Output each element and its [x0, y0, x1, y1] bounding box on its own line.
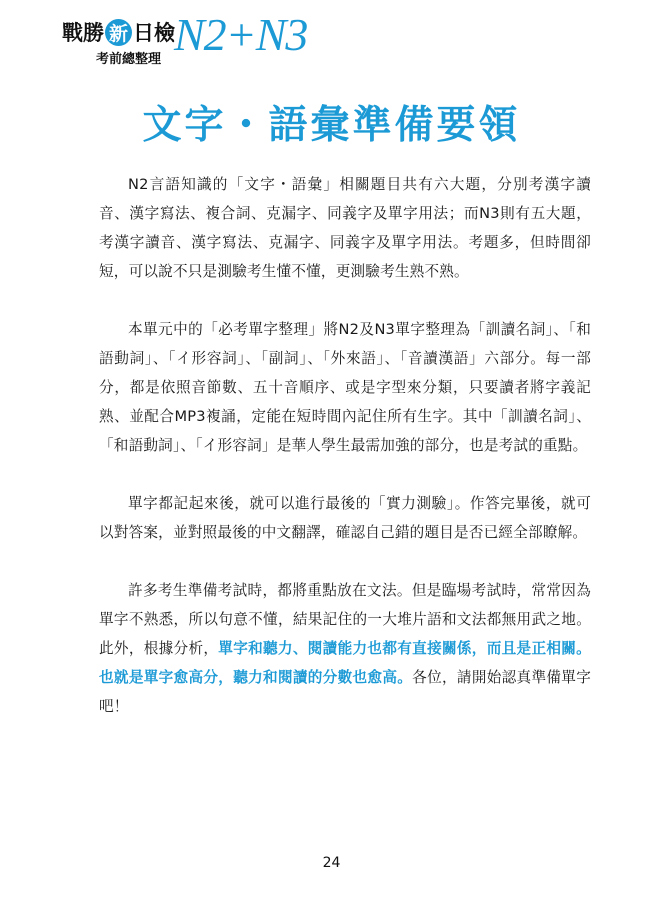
paragraph-3: 單字都記起來後，就可以進行最後的「實力測驗」。作答完畢後，就可以對答案，並對照最後的中文翻譯，確認自己錯的題目是否已經全部瞭解。 [99, 495, 591, 541]
logo-level: N2+N3 [174, 9, 308, 60]
logo-brand-part1: 戰勝 [62, 21, 104, 45]
logo-subtitle: 考前總整理 [96, 52, 162, 67]
logo-brand [62, 18, 175, 46]
logo-brand-circle: 新 [105, 19, 132, 46]
paragraph-2: 本單元中的「必考單字整理」將N2及N3單字整理為「訓讀名詞」、「和語動詞」、「イ形容詞」、「副詞」、「外來語」、「音讀漢語」六部分。每一部分，都是依照音節數、五十音順序、或是字型來分類，只要讀者將字義記熟、並配合MP3複誦，定能在短時間內記住所有生字。其中「訓讀名詞」、「和語動詞」、「イ形容詞」是華人學生最需加強的部分，也是考試的重點。 [99, 321, 591, 454]
paragraph-4-highlight: 單字和聽力、閱讀能力也都有直接關係，而且是正相關。也就是單字愈高分，聽力和閱讀的分數也愈高。 [99, 640, 591, 686]
page-number: 24 [322, 855, 341, 871]
paragraph-1: N2言語知識的「文字・語彙」相關題目共有六大題，分別考漢字讀音、漢字寫法、複合詞、克漏字、同義字及單字用法；而N3則有五大題，考漢字讀音、漢字寫法、克漏字、同義字及單字用法。考題多，但時間卻短，可以說不只是測驗考生懂不懂，更測驗考生熟不熟。 [99, 176, 591, 280]
article-body [99, 170, 591, 750]
book-series-logo [62, 9, 332, 72]
paragraph-4 [99, 576, 591, 721]
paragraph-4-text-before: 許多考生準備考試時，都將重點放在文法。但是臨場考試時，常常因為單字不熟悉，所以句意不懂，結果記住的一大堆片語和文法都無用武之地。此外，根據分析， [99, 582, 591, 657]
logo-brand-part2: 日檢 [133, 21, 175, 45]
paragraph-4-text-after: 各位，請開始認真準備單字吧！ [99, 669, 592, 715]
page-title: 文字・語彙準備要領 [142, 103, 521, 148]
